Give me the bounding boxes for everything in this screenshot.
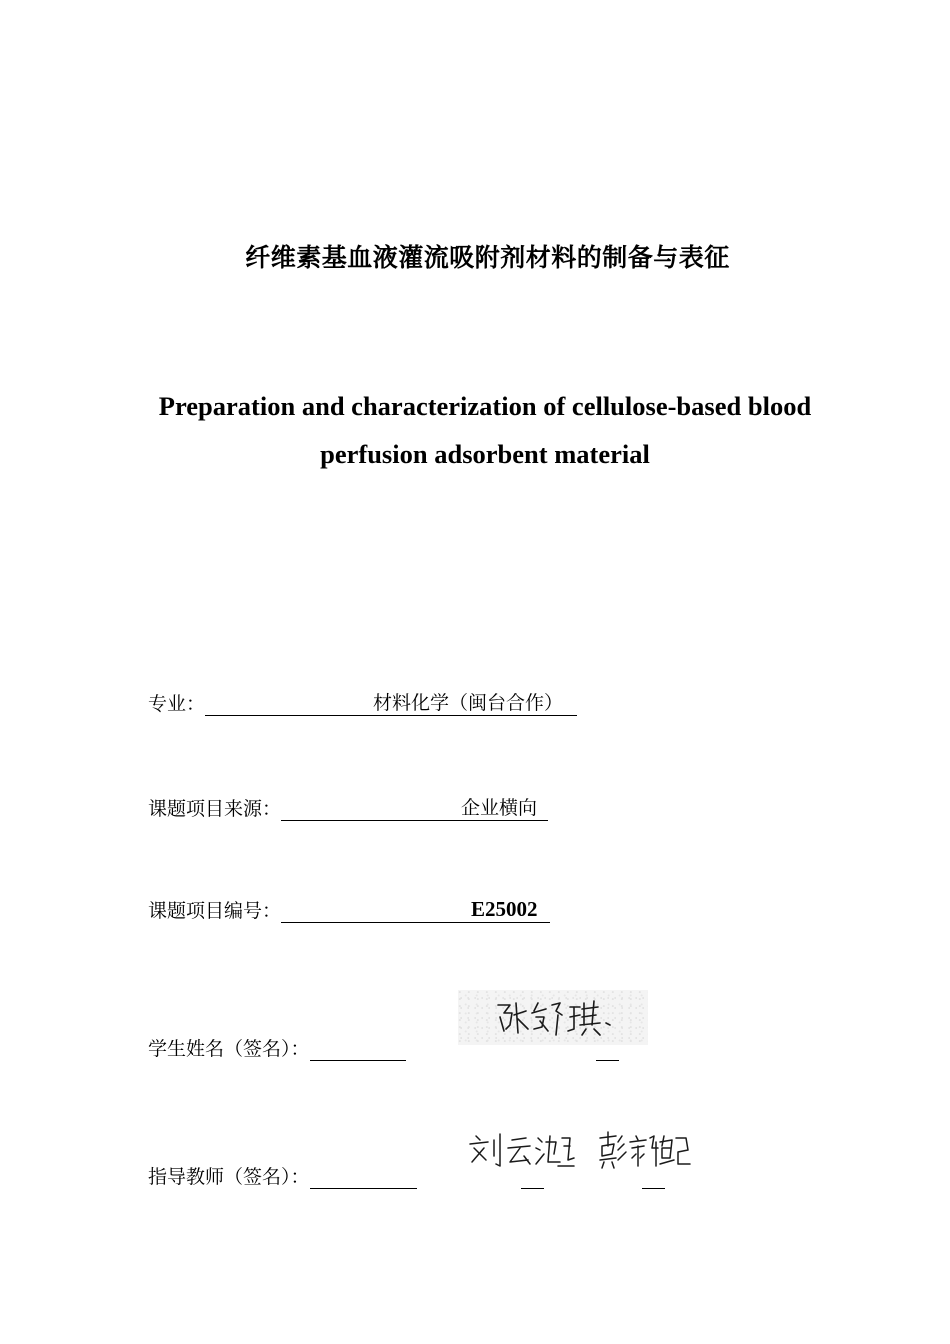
student-signature-handwriting [490,995,620,1040]
major-value-line [205,688,577,716]
chinese-title: 纤维素基血液灌流吸附剂材料的制备与表征 [245,243,730,272]
major-value: 材料化学（闽台合作） [373,692,564,714]
major-field [148,688,577,716]
advisor-signature-handwriting-1 [466,1128,586,1172]
project-number-field [148,896,550,923]
project-number-value-line [281,897,550,923]
project-number-value: E25002 [471,897,538,921]
advisor-signature-underline-left [310,1168,417,1189]
student-signature-label: 学生姓名（签名）： [148,1038,310,1060]
student-signature-underline-left [310,1040,406,1061]
english-title-line-1: Preparation and characterization of cellulose-based blood [158,391,812,421]
project-source-field [148,793,548,821]
major-label: 专业： [148,693,206,715]
advisor-signature-label: 指导教师（签名）： [148,1166,310,1188]
project-source-value: 企业横向 [461,797,538,819]
english-title [95,382,875,478]
project-source-label: 课题项目来源： [148,798,282,820]
project-number-label: 课题项目编号： [148,900,282,922]
project-source-value-line [281,793,548,821]
advisor-signature-field [148,1162,665,1189]
english-title-line-2: perfusion adsorbent material [320,439,650,469]
advisor-signature-handwriting-2 [596,1128,696,1172]
